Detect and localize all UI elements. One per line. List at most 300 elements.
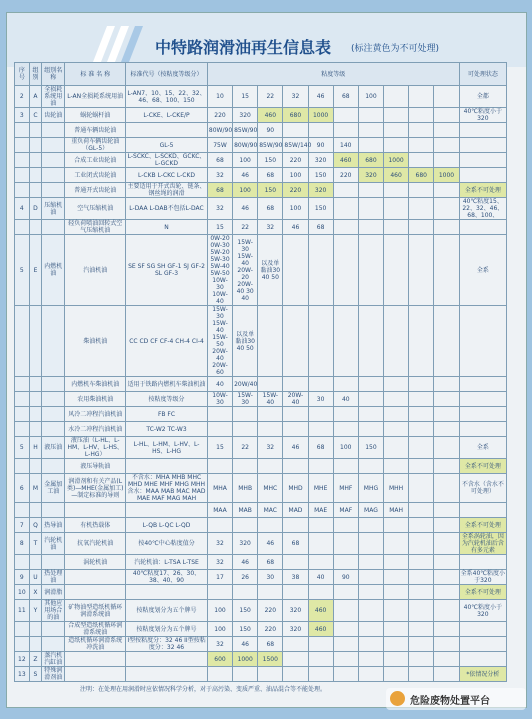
viscosity-cell (434, 377, 459, 392)
row-no: 3 (15, 108, 30, 123)
table-row (15, 183, 507, 198)
row-no (15, 622, 30, 637)
viscosity-cell (333, 123, 358, 138)
row-standard-name (65, 570, 126, 585)
viscosity-cell (283, 585, 308, 600)
watermark (386, 688, 526, 710)
viscosity-cell: 85W/90 (233, 123, 258, 138)
row-group: H (29, 437, 42, 459)
viscosity-cell (384, 533, 409, 555)
viscosity-cell: 220 (283, 183, 308, 198)
row-no: 2 (15, 86, 30, 108)
row-standard-name: 液压导轨油 (65, 459, 126, 474)
row-no (15, 503, 30, 518)
viscosity-cell: 320 (358, 168, 383, 183)
row-group (29, 392, 42, 407)
row-group (29, 220, 42, 235)
viscosity-cell: 75W (207, 138, 232, 153)
viscosity-cell (283, 123, 308, 138)
row-group: D (29, 198, 42, 220)
row-standard-code: L-HL、L-HM、L-HV、L-HS、L-HG (126, 437, 208, 459)
viscosity-cell: 150 (308, 168, 333, 183)
viscosity-cell (333, 377, 358, 392)
row-status (459, 168, 506, 183)
viscosity-cell: 68 (207, 183, 232, 198)
viscosity-cell (434, 667, 459, 682)
viscosity-cell: 10 (207, 86, 232, 108)
row-no (15, 459, 30, 474)
viscosity-cell: 85W/90 (258, 138, 283, 153)
row-group: T (29, 533, 42, 555)
table-row (15, 667, 507, 682)
viscosity-cell (434, 422, 459, 437)
page-title: 中特路润滑油再生信息表 (155, 38, 332, 57)
row-no (15, 637, 30, 652)
page-subtitle: (标注黄色为不可处理) (351, 44, 440, 54)
row-group-name (42, 422, 65, 437)
viscosity-cell (409, 138, 434, 153)
row-standard-name: 蜗轮蜗杆油 (65, 108, 126, 123)
lubricant-table (14, 62, 507, 682)
viscosity-cell: 460 (308, 622, 333, 637)
viscosity-cell: 32 (258, 437, 283, 459)
viscosity-cell: 20W/40 (233, 377, 258, 392)
table-row (15, 220, 507, 235)
table-row (15, 422, 507, 437)
viscosity-cell: 15 (207, 437, 232, 459)
row-group-name: 液压油 (42, 437, 65, 459)
row-no (15, 392, 30, 407)
viscosity-cell (384, 198, 409, 220)
row-status: *依情况分析 (459, 667, 506, 682)
viscosity-cell (258, 459, 283, 474)
row-no (15, 422, 30, 437)
table-row (15, 198, 507, 220)
viscosity-cell: MAF (333, 503, 358, 518)
row-standard-code: 按40℃中心粘度值分 (126, 533, 208, 555)
viscosity-cell (333, 533, 358, 555)
viscosity-cell (333, 585, 358, 600)
row-no: 4 (15, 198, 30, 220)
row-standard-code: 按粘度等级分 (126, 392, 208, 407)
viscosity-cell (333, 220, 358, 235)
row-no: 5 (15, 235, 30, 306)
row-no (15, 407, 30, 422)
viscosity-cell (308, 459, 333, 474)
viscosity-cell (409, 518, 434, 533)
viscosity-cell: 150 (258, 183, 283, 198)
viscosity-cell (308, 652, 333, 667)
viscosity-cell: 460 (384, 168, 409, 183)
viscosity-cell: 68 (308, 220, 333, 235)
viscosity-cell (308, 637, 333, 652)
row-status: 40℃粘度小于320 (459, 600, 506, 622)
viscosity-cell: MHC (258, 474, 283, 503)
viscosity-cell (384, 555, 409, 570)
viscosity-cell (333, 407, 358, 422)
viscosity-cell (434, 437, 459, 459)
viscosity-cell: 15W-30 15W-40 15W-50 20W-40 20W-60 (207, 306, 232, 377)
viscosity-cell: 32 (207, 168, 232, 183)
viscosity-cell (384, 570, 409, 585)
row-group-name: 热处理油 (42, 570, 65, 585)
row-no: 8 (15, 533, 30, 555)
viscosity-cell (358, 306, 383, 377)
row-group (29, 306, 42, 377)
viscosity-cell (207, 585, 232, 600)
viscosity-cell: 20W-40 (283, 392, 308, 407)
row-standard-name (65, 652, 126, 667)
row-no (15, 220, 30, 235)
viscosity-cell: 320 (283, 622, 308, 637)
viscosity-cell: 100 (283, 168, 308, 183)
row-standard-name: 普通开式齿轮油 (65, 183, 126, 198)
viscosity-cell: 680 (358, 153, 383, 168)
row-group (29, 555, 42, 570)
viscosity-cell: 100 (358, 86, 383, 108)
row-status (459, 306, 506, 377)
row-standard-name: 空气压缩机油 (65, 198, 126, 220)
viscosity-cell (258, 377, 283, 392)
viscosity-cell (358, 183, 383, 198)
viscosity-cell: 1000 (434, 168, 459, 183)
row-status (459, 123, 506, 138)
row-standard-name (65, 585, 126, 600)
viscosity-cell (409, 306, 434, 377)
viscosity-cell (283, 652, 308, 667)
viscosity-cell (384, 183, 409, 198)
viscosity-cell (358, 555, 383, 570)
viscosity-cell (434, 392, 459, 407)
viscosity-cell (358, 108, 383, 123)
viscosity-cell (308, 533, 333, 555)
row-standard-code (126, 667, 208, 682)
table-row (15, 168, 507, 183)
viscosity-cell (409, 652, 434, 667)
viscosity-cell (233, 667, 258, 682)
viscosity-cell (333, 306, 358, 377)
viscosity-cell: 46 (283, 220, 308, 235)
viscosity-cell (207, 407, 232, 422)
viscosity-cell (358, 667, 383, 682)
viscosity-cell: 1000 (308, 108, 333, 123)
row-group-name (42, 153, 65, 168)
row-status: 全都 (459, 86, 506, 108)
viscosity-cell (308, 235, 333, 306)
viscosity-cell: 85W/140 (283, 138, 308, 153)
col-header-viscosity: 粘度等级 (207, 63, 459, 86)
viscosity-cell: 100 (333, 437, 358, 459)
wechat-icon (390, 691, 405, 706)
row-group-name: 蒸汽机汽缸油 (42, 652, 65, 667)
viscosity-cell (384, 86, 409, 108)
row-standard-code: L-CKB L-CKC L-CKD (126, 168, 208, 183)
row-standard-name: 柴油机油 (65, 306, 126, 377)
row-standard-code (126, 459, 208, 474)
viscosity-cell: 1000 (233, 652, 258, 667)
row-status: 全系不可处理 (459, 518, 506, 533)
viscosity-cell (308, 123, 333, 138)
viscosity-cell: 1000 (384, 153, 409, 168)
viscosity-cell: 150 (233, 622, 258, 637)
viscosity-cell: 460 (258, 108, 283, 123)
viscosity-cell (409, 474, 434, 503)
row-group (29, 637, 42, 652)
viscosity-cell: 46 (308, 86, 333, 108)
row-standard-code: CC CD CF CF-4 CH-4 CI-4 (126, 306, 208, 377)
table-row (15, 622, 507, 637)
viscosity-cell (358, 138, 383, 153)
viscosity-cell: 600 (207, 652, 232, 667)
viscosity-cell: 1500 (258, 652, 283, 667)
viscosity-cell (384, 518, 409, 533)
watermark-text: 危险废物处置平台 (410, 696, 490, 707)
row-standard-name: 重负荷车辆齿轮油（GL-5） (65, 138, 126, 153)
row-group-name: 汽轮机油 (42, 533, 65, 555)
viscosity-cell: 220 (333, 168, 358, 183)
viscosity-cell: 150 (308, 198, 333, 220)
viscosity-cell: 100 (233, 183, 258, 198)
row-status: 不含水（含水不可处理） (459, 474, 506, 503)
viscosity-cell (409, 533, 434, 555)
table-row (15, 153, 507, 168)
viscosity-cell (333, 198, 358, 220)
row-group: X (29, 585, 42, 600)
row-group (29, 422, 42, 437)
viscosity-cell: MHG (358, 474, 383, 503)
table-row (15, 555, 507, 570)
row-standard-name: 润滑剂和有关产品(L类)—MHE(金属加工)—制定标准的导则 (65, 474, 126, 503)
viscosity-cell (434, 306, 459, 377)
viscosity-cell (384, 108, 409, 123)
row-group: C (29, 108, 42, 123)
row-group-name (42, 220, 65, 235)
row-group-name: 特殊润滑剂油 (42, 667, 65, 682)
row-no (15, 555, 30, 570)
row-group: Z (29, 652, 42, 667)
viscosity-cell: 680 (409, 168, 434, 183)
viscosity-cell (358, 652, 383, 667)
viscosity-cell (233, 459, 258, 474)
viscosity-cell: 22 (258, 86, 283, 108)
viscosity-cell (409, 622, 434, 637)
viscosity-cell: 22 (233, 220, 258, 235)
viscosity-cell (308, 422, 333, 437)
table-row (15, 392, 507, 407)
row-standard-code: 40℃粘度17、26、30、38、40、90 (126, 570, 208, 585)
viscosity-cell (384, 123, 409, 138)
row-no: 5 (15, 437, 30, 459)
viscosity-cell: 150 (358, 437, 383, 459)
viscosity-cell (434, 198, 459, 220)
viscosity-cell: 22 (233, 437, 258, 459)
row-group: E (29, 235, 42, 306)
viscosity-cell: 46 (233, 168, 258, 183)
row-group (29, 183, 42, 198)
viscosity-cell (409, 407, 434, 422)
row-standard-name: 工业闭式齿轮油 (65, 168, 126, 183)
table-row (15, 570, 507, 585)
viscosity-cell: 40 (207, 377, 232, 392)
viscosity-cell (384, 637, 409, 652)
viscosity-cell: 46 (233, 637, 258, 652)
viscosity-cell (333, 518, 358, 533)
viscosity-cell (358, 377, 383, 392)
viscosity-cell: 46 (258, 533, 283, 555)
viscosity-cell (409, 235, 434, 306)
table-row (15, 407, 507, 422)
viscosity-cell (233, 585, 258, 600)
viscosity-cell (384, 437, 409, 459)
table-row (15, 585, 507, 600)
row-standard-name: 液压油（L-HL、L-HM、L-HV、L-HS、L-HG） (65, 437, 126, 459)
viscosity-cell (409, 503, 434, 518)
viscosity-cell: 90 (333, 570, 358, 585)
row-standard-code: L-QB L-QC L-QD (126, 518, 208, 533)
viscosity-cell (434, 123, 459, 138)
viscosity-cell: 32 (207, 533, 232, 555)
row-group: A (29, 86, 42, 108)
viscosity-cell: 0W-20 0W-30 5W-20 5W-30 5W-40 5W-50 10W-30 10W-40 (207, 235, 232, 306)
table-row (15, 123, 507, 138)
viscosity-cell (333, 459, 358, 474)
viscosity-cell (358, 198, 383, 220)
viscosity-cell: MAB (233, 503, 258, 518)
viscosity-cell (434, 183, 459, 198)
viscosity-cell (384, 377, 409, 392)
viscosity-cell (384, 622, 409, 637)
viscosity-cell (384, 407, 409, 422)
viscosity-cell (308, 555, 333, 570)
viscosity-cell (207, 459, 232, 474)
row-no: 7 (15, 518, 30, 533)
viscosity-cell (258, 407, 283, 422)
table-row (15, 637, 507, 652)
row-status (459, 503, 506, 518)
viscosity-cell: 32 (258, 220, 283, 235)
row-group-name (42, 555, 65, 570)
footer-note: 注明：在处理在用润滑时应依情况科学分析，对于高污染、变质严重、油品混合等不能处理。 (80, 686, 327, 693)
viscosity-cell (283, 459, 308, 474)
viscosity-cell: 30 (258, 570, 283, 585)
row-status (459, 652, 506, 667)
viscosity-cell (207, 518, 232, 533)
viscosity-cell (384, 138, 409, 153)
viscosity-cell: MHF (333, 474, 358, 503)
col-header-group-name: 组别名称 (42, 63, 65, 86)
row-group: Y (29, 600, 42, 622)
row-standard-name: L-AN全损耗系统用油 (65, 86, 126, 108)
row-group (29, 377, 42, 392)
viscosity-cell (283, 637, 308, 652)
viscosity-cell (308, 306, 333, 377)
row-status: 全系不可处理 (459, 183, 506, 198)
row-standard-code: 按粘度划分为五个牌号 (126, 600, 208, 622)
viscosity-cell: 90 (258, 123, 283, 138)
viscosity-cell (434, 474, 459, 503)
row-status: 40℃粘度15、22、32、46、68、100、 (459, 198, 506, 220)
row-standard-code (126, 123, 208, 138)
row-standard-name: 轻负荷喷油回转式空气压缩机油 (65, 220, 126, 235)
viscosity-cell: 100 (207, 622, 232, 637)
viscosity-cell: MHB (233, 474, 258, 503)
viscosity-cell: 460 (308, 600, 333, 622)
viscosity-cell (358, 459, 383, 474)
row-standard-name: 水冷二冲程汽油机油 (65, 422, 126, 437)
viscosity-cell: MHA (207, 474, 232, 503)
table-row (15, 652, 507, 667)
viscosity-cell: 220 (283, 153, 308, 168)
viscosity-cell (308, 407, 333, 422)
row-status (459, 622, 506, 637)
row-standard-code (126, 503, 208, 518)
viscosity-cell: MAG (358, 503, 383, 518)
row-no (15, 377, 30, 392)
row-standard-name: 矿物油型造纸机循环润滑系统油 (65, 600, 126, 622)
row-standard-code (126, 585, 208, 600)
row-standard-code: L-AN7、10、15、22、32、46、68、100、150 (126, 86, 208, 108)
row-group: S (29, 667, 42, 682)
viscosity-cell (434, 153, 459, 168)
row-standard-name: 有机热载体 (65, 518, 126, 533)
viscosity-cell: MAD (283, 503, 308, 518)
viscosity-cell: 10W-30 (207, 392, 232, 407)
row-no (15, 306, 30, 377)
row-status (459, 637, 506, 652)
row-group-name: 金属加工油 (42, 474, 65, 503)
viscosity-cell (283, 407, 308, 422)
row-standard-code: TC-W2 TC-W3 (126, 422, 208, 437)
viscosity-cell (358, 637, 383, 652)
row-standard-code: L-CKE、L-CKE/P (126, 108, 208, 123)
row-standard-name: 汽油机油 (65, 235, 126, 306)
table-row (15, 306, 507, 377)
viscosity-cell: MAA (207, 503, 232, 518)
row-standard-code: 不含水：MHA MHB MHC MHD MHE MHF MHG MHH 含水：MAA MAB MAC MAD MAE MAF MAG MAH (127, 474, 206, 502)
viscosity-cell (258, 585, 283, 600)
viscosity-cell: 100 (283, 198, 308, 220)
viscosity-cell (258, 422, 283, 437)
col-header-status: 可处理状态 (459, 63, 506, 86)
viscosity-cell (384, 652, 409, 667)
table-row (15, 138, 507, 153)
table-row (15, 377, 507, 392)
viscosity-cell (333, 652, 358, 667)
viscosity-cell (233, 422, 258, 437)
viscosity-cell (283, 235, 308, 306)
row-group (29, 407, 42, 422)
viscosity-cell (283, 422, 308, 437)
viscosity-cell: 30 (308, 392, 333, 407)
viscosity-cell (283, 667, 308, 682)
viscosity-cell (434, 235, 459, 306)
header-band (7, 13, 526, 67)
viscosity-cell (434, 407, 459, 422)
row-status (459, 392, 506, 407)
viscosity-cell: 15W-30 15W-40 20W-20 20W-40 30 40 (233, 235, 258, 306)
row-status (459, 555, 506, 570)
viscosity-cell: 以及单黏油30 40 50 (258, 235, 283, 306)
viscosity-cell (358, 407, 383, 422)
viscosity-cell: 15 (233, 86, 258, 108)
viscosity-cell (283, 555, 308, 570)
viscosity-cell (409, 422, 434, 437)
row-no (15, 168, 30, 183)
viscosity-cell: 80W/90 (207, 123, 232, 138)
table-row (15, 86, 507, 108)
col-header-standard-name: 标 准 名 称 (65, 63, 126, 86)
viscosity-cell: 15 (207, 220, 232, 235)
